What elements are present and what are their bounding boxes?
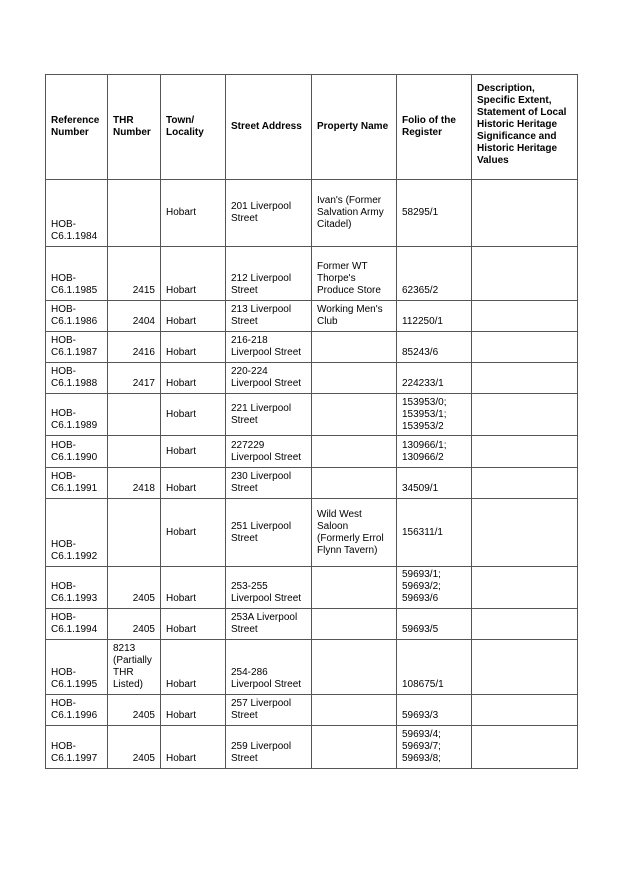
cell-reference-number: HOB- C6.1.1984: [46, 180, 108, 247]
header-street-address: Street Address: [226, 75, 312, 180]
cell-description: [472, 247, 578, 301]
cell-thr-number: 8213 (Partially THR Listed): [108, 640, 161, 695]
cell-street-address: 213 Liverpool Street: [226, 301, 312, 332]
cell-reference-number: HOB- C6.1.1997: [46, 726, 108, 769]
table-row: [46, 394, 578, 436]
cell-street-address: 251 Liverpool Street: [226, 499, 312, 567]
cell-folio: 108675/1: [397, 640, 472, 695]
cell-description: [472, 301, 578, 332]
cell-description: [472, 567, 578, 609]
table-row: [46, 247, 578, 301]
cell-street-address: 212 Liverpool Street: [226, 247, 312, 301]
table-row: [46, 363, 578, 394]
cell-town: Hobart: [161, 499, 226, 567]
cell-reference-number: HOB- C6.1.1986: [46, 301, 108, 332]
cell-property-name: [312, 695, 397, 726]
table-row: [46, 332, 578, 363]
cell-street-address: 220-224 Liverpool Street: [226, 363, 312, 394]
header-thr-number: THR Number: [108, 75, 161, 180]
cell-street-address: 253A Liverpool Street: [226, 609, 312, 640]
cell-property-name: [312, 640, 397, 695]
cell-folio: 156311/1: [397, 499, 472, 567]
cell-reference-number: HOB- C6.1.1987: [46, 332, 108, 363]
cell-property-name: Ivan's (Former Salvation Army Citadel): [312, 180, 397, 247]
cell-property-name: [312, 468, 397, 499]
cell-street-address: 201 Liverpool Street: [226, 180, 312, 247]
cell-thr-number: [108, 394, 161, 436]
cell-thr-number: 2405: [108, 609, 161, 640]
table-row: [46, 301, 578, 332]
cell-town: Hobart: [161, 332, 226, 363]
cell-thr-number: 2405: [108, 695, 161, 726]
cell-description: [472, 499, 578, 567]
cell-town: Hobart: [161, 394, 226, 436]
cell-thr-number: [108, 436, 161, 468]
cell-thr-number: [108, 499, 161, 567]
cell-town: Hobart: [161, 695, 226, 726]
cell-folio: 130966/1; 130966/2: [397, 436, 472, 468]
cell-description: [472, 640, 578, 695]
cell-folio: 85243/6: [397, 332, 472, 363]
cell-property-name: Working Men's Club: [312, 301, 397, 332]
cell-property-name: [312, 436, 397, 468]
table-row: [46, 695, 578, 726]
header-reference-number: Reference Number: [46, 75, 108, 180]
cell-town: Hobart: [161, 180, 226, 247]
table-row: [46, 640, 578, 695]
cell-property-name: [312, 567, 397, 609]
cell-folio: 58295/1: [397, 180, 472, 247]
cell-folio: 224233/1: [397, 363, 472, 394]
cell-property-name: [312, 363, 397, 394]
header-row: [46, 75, 578, 180]
cell-reference-number: HOB- C6.1.1991: [46, 468, 108, 499]
cell-thr-number: 2405: [108, 567, 161, 609]
cell-town: Hobart: [161, 640, 226, 695]
cell-description: [472, 180, 578, 247]
table-row: [46, 726, 578, 769]
cell-folio: 62365/2: [397, 247, 472, 301]
cell-reference-number: HOB- C6.1.1992: [46, 499, 108, 567]
cell-property-name: [312, 332, 397, 363]
cell-thr-number: 2404: [108, 301, 161, 332]
cell-street-address: 259 Liverpool Street: [226, 726, 312, 769]
table-row: [46, 499, 578, 567]
cell-property-name: [312, 394, 397, 436]
cell-folio: 153953/0; 153953/1; 153953/2: [397, 394, 472, 436]
cell-reference-number: HOB- C6.1.1994: [46, 609, 108, 640]
cell-street-address: 253-255 Liverpool Street: [226, 567, 312, 609]
cell-town: Hobart: [161, 726, 226, 769]
cell-street-address: 227229 Liverpool Street: [226, 436, 312, 468]
cell-street-address: 221 Liverpool Street: [226, 394, 312, 436]
table-row: [46, 468, 578, 499]
cell-description: [472, 436, 578, 468]
cell-description: [472, 468, 578, 499]
cell-description: [472, 695, 578, 726]
header-town-locality: Town/ Locality: [161, 75, 226, 180]
cell-thr-number: 2415: [108, 247, 161, 301]
heritage-register-table: [45, 74, 578, 769]
cell-description: [472, 394, 578, 436]
cell-town: Hobart: [161, 436, 226, 468]
cell-thr-number: 2418: [108, 468, 161, 499]
cell-folio: 112250/1: [397, 301, 472, 332]
cell-description: [472, 726, 578, 769]
cell-street-address: 216-218 Liverpool Street: [226, 332, 312, 363]
cell-town: Hobart: [161, 247, 226, 301]
cell-folio: 59693/5: [397, 609, 472, 640]
cell-town: Hobart: [161, 468, 226, 499]
cell-property-name: Former WT Thorpe's Produce Store: [312, 247, 397, 301]
cell-reference-number: HOB- C6.1.1996: [46, 695, 108, 726]
cell-reference-number: HOB- C6.1.1990: [46, 436, 108, 468]
cell-property-name: [312, 609, 397, 640]
cell-thr-number: 2417: [108, 363, 161, 394]
cell-folio: 59693/4; 59693/7; 59693/8;: [397, 726, 472, 769]
table-row: [46, 180, 578, 247]
cell-reference-number: HOB- C6.1.1995: [46, 640, 108, 695]
cell-street-address: 230 Liverpool Street: [226, 468, 312, 499]
cell-thr-number: [108, 180, 161, 247]
header-folio: Folio of the Register: [397, 75, 472, 180]
cell-town: Hobart: [161, 301, 226, 332]
table-row: [46, 567, 578, 609]
cell-town: Hobart: [161, 363, 226, 394]
cell-reference-number: HOB- C6.1.1988: [46, 363, 108, 394]
cell-town: Hobart: [161, 567, 226, 609]
table-row: [46, 609, 578, 640]
cell-description: [472, 332, 578, 363]
cell-folio: 34509/1: [397, 468, 472, 499]
cell-folio: 59693/3: [397, 695, 472, 726]
table-row: [46, 436, 578, 468]
cell-street-address: 254-286 Liverpool Street: [226, 640, 312, 695]
cell-description: [472, 363, 578, 394]
cell-property-name: Wild West Saloon (Formerly Errol Flynn Tavern): [312, 499, 397, 567]
header-property-name: Property Name: [312, 75, 397, 180]
cell-folio: 59693/1; 59693/2; 59693/6: [397, 567, 472, 609]
cell-description: [472, 609, 578, 640]
cell-property-name: [312, 726, 397, 769]
cell-reference-number: HOB- C6.1.1985: [46, 247, 108, 301]
cell-thr-number: 2405: [108, 726, 161, 769]
header-description: Description, Specific Extent, Statement of Local Historic Heritage Significance and Historic Heritage Values: [472, 75, 578, 180]
cell-street-address: 257 Liverpool Street: [226, 695, 312, 726]
cell-reference-number: HOB- C6.1.1989: [46, 394, 108, 436]
cell-reference-number: HOB- C6.1.1993: [46, 567, 108, 609]
cell-town: Hobart: [161, 609, 226, 640]
cell-thr-number: 2416: [108, 332, 161, 363]
